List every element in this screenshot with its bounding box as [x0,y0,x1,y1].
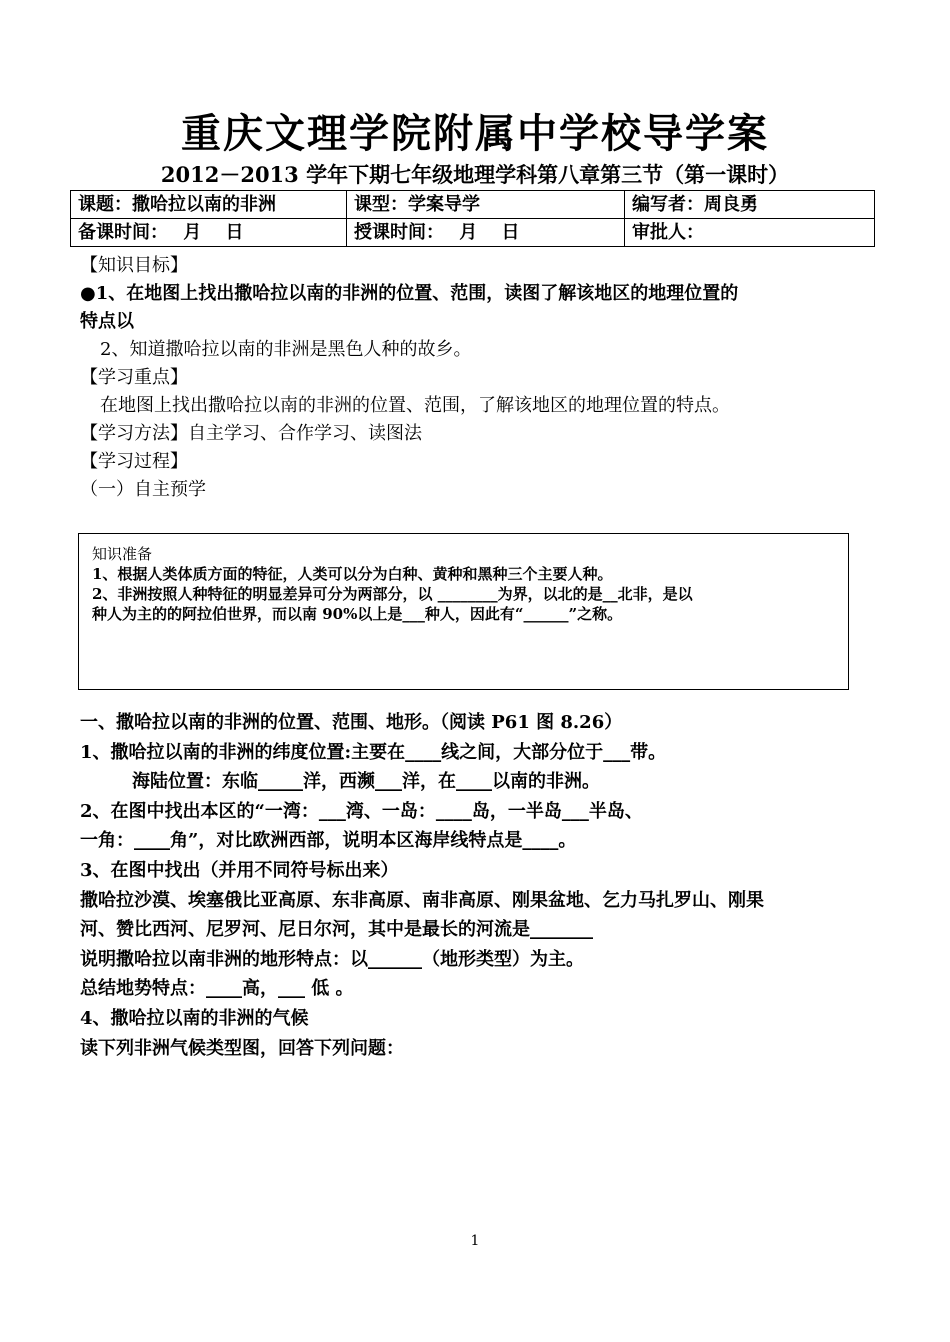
table-row [71,191,875,219]
question-3-list-cont: 河、赞比西河、尼罗河、尼日尔河，其中是最长的河流是_______ [80,919,593,941]
methods-line: 【学习方法】自主学习、合作学习、读图法 [80,423,422,444]
prep-time-cell: 备课时间： 月 日 [71,219,347,247]
process-heading: 【学习过程】 [80,451,188,472]
page-number: 1 [470,1233,480,1249]
author-cell: 编写者：周良勇 [625,191,875,219]
key-points-heading: 【学习重点】 [80,367,188,388]
self-study-heading: （一）自主预学 [80,479,206,500]
approver-cell: 审批人： [625,219,875,247]
page-title: 重庆文理学院附属中学校导学案 [181,110,769,157]
class-time-cell: 授课时间： 月 日 [347,219,625,247]
topic-cell: 课题：撒哈拉以南的非洲 [71,191,347,219]
question-4-instruction: 读下列非洲气候类型图，回答下列问题： [80,1037,404,1059]
question-4: 4、撒哈拉以南的非洲的气候 [80,1007,309,1029]
table-row [71,219,875,247]
question-1-sea-land: 海陆位置：东临_____洋，西濒___洋，在____以南的非洲。 [114,771,600,793]
objectives-heading: 【知识目标】 [80,255,188,276]
lesson-info-table [70,190,875,247]
terrain-question: 说明撒哈拉以南非洲的地形特点：以______（地形类型）为主。 [80,948,584,970]
objective-1-cont: 特点以 [80,311,134,332]
box-heading: 知识准备 [92,545,153,563]
box-line-1: 1、根据人类体质方面的特征，人类可以分为白种、黄种和黑种三个主要人种。 [92,565,613,583]
question-3: 3、在图中找出（并用不同符号标出来） [80,859,399,881]
box-line-3: 种人为主的的阿拉伯世界，而以南 90%以上是___种人，因此有“______”之称。 [92,605,623,623]
key-points-text: 在地图上找出撒哈拉以南的非洲的位置、范围，了解该地区的地理位置的特点。 [100,395,730,416]
page-subtitle: 2012－2013 学年下期七年级地理学科第八章第三节（第一课时） [160,162,790,187]
question-1: 1、撒哈拉以南的非洲的纬度位置:主要在____线之间，大部分位于___带。 [80,741,667,763]
relief-question: 总结地势特点：____高，___ 低 。 [80,978,354,1000]
location-section [80,708,880,1063]
knowledge-prep-box [78,533,849,690]
question-2-cont: 一角：____角”，对比欧洲西部，说明本区海岸线特点是____。 [80,830,577,852]
objective-2: 2、知道撒哈拉以南的非洲是黑色人种的故乡。 [100,339,472,360]
question-2: 2、在图中找出本区的“一湾：___湾、一岛：____岛，一半岛___半岛、 [80,800,643,822]
type-cell: 课型：学案导学 [347,191,625,219]
objectives-section [80,252,880,504]
box-line-2: 2、非洲按照人种特征的明显差异可分为两部分，以 ________为界，以北的是__北非，是以 [92,585,693,603]
question-3-list: 撒哈拉沙漠、埃塞俄比亚高原、东非高原、南非高原、刚果盆地、乞力马扎罗山、刚果 [80,889,764,911]
section-heading: 一、撒哈拉以南的非洲的位置、范围、地形。（阅读 P61 图 8.26） [80,712,623,733]
objective-1: ●1、在地图上找出撒哈拉以南的非洲的位置、范围，读图了解该地区的地理位置的 [80,283,739,304]
